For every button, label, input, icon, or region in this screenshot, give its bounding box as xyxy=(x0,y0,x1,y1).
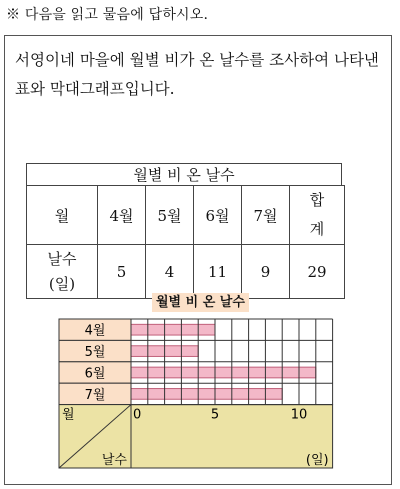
category-label: 5월 xyxy=(84,345,106,361)
tick-label: 5 xyxy=(210,407,220,423)
table-cell-5: 4 xyxy=(146,245,194,299)
category-label: 6월 xyxy=(84,366,106,382)
row-label-days: 날수 xyxy=(47,249,77,268)
bar xyxy=(131,389,282,400)
row-label-unit: (일) xyxy=(48,274,76,293)
table-col-7: 7월 xyxy=(242,186,290,245)
total-label-bottom: 계 xyxy=(309,220,325,238)
table-col-6: 6월 xyxy=(194,186,242,245)
category-label: 4월 xyxy=(84,323,106,339)
tick-label: 10 xyxy=(290,407,308,423)
total-label-top: 합 xyxy=(309,191,325,209)
corner-bottom-label: 날수 xyxy=(101,453,127,468)
bar xyxy=(131,367,316,378)
chart-title: 월별 비 온 날수 xyxy=(152,293,249,312)
table-cell-4: 5 xyxy=(98,245,146,299)
category-label: 7월 xyxy=(84,387,106,403)
x-unit-label: (일) xyxy=(305,453,329,468)
corner-top-label: 월 xyxy=(62,407,75,423)
passage-text: 서영이네 마을에 월별 비가 온 날수를 조사하여 나타낸 표와 막대그래프입니다. xyxy=(15,51,379,98)
table-header-month: 월 xyxy=(27,186,98,245)
table-col-5: 5월 xyxy=(146,186,194,245)
table-title: 월별 비 온 날수 xyxy=(26,163,342,185)
bar xyxy=(131,324,215,335)
table-cell-total: 29 xyxy=(290,245,345,299)
table-col-4: 4월 xyxy=(98,186,146,245)
table-cell-6: 11 xyxy=(194,245,242,299)
table-cell-7: 9 xyxy=(242,245,290,299)
instruction-text: ※ 다음을 읽고 물음에 답하시오. xyxy=(6,7,209,23)
tick-label: 0 xyxy=(133,407,142,423)
